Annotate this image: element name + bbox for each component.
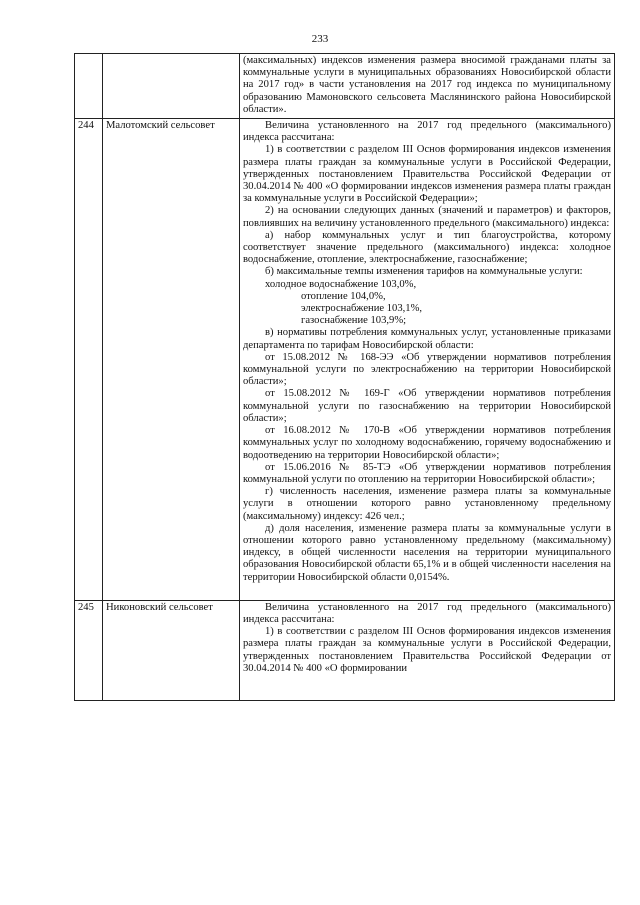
paragraph: 1) в соответствии с разделом III Основ формирования индексов изменения размера платы граждан за коммунальные услуги в Российской Федерации, утвержденных постановлением Правительства Российской Федерации от 30.04.2014 № 400 «О формировании [243, 626, 611, 674]
paragraph: от 15.06.2016 № 85-ТЭ «Об утверждении нормативов потребления коммунальной услуги по отоплению на территории Новосибирской области»; [243, 461, 611, 485]
table-row [75, 119, 615, 601]
table-row [75, 600, 615, 700]
document-table [74, 53, 615, 701]
paragraph: от 15.08.2012 № 168-ЭЭ «Об утверждении нормативов потребления коммунальной услуги по электроснабжению на территории Новосибирской области»; [243, 351, 611, 388]
description-cell [240, 119, 615, 601]
tariff-line: электроснабжение 103,1%, [301, 303, 423, 315]
paragraph: от 15.08.2012 № 169-Г «Об утверждении нормативов потребления коммунальной услуги по газоснабжению на территории Новосибирской области»; [243, 388, 611, 424]
row-number-cell: 244 [75, 119, 103, 601]
table-row [75, 54, 615, 119]
page-number: 233 [311, 33, 329, 45]
description-cell [240, 54, 615, 119]
paragraph: а) набор коммунальных услуг и тип благоустройства, которому соответствует значение предельного (максимального) индекса: холодное водоснабжение, отопление, электроснабжение, газоснабжение; [243, 229, 611, 266]
tariff-line: отопление 104,0%, [301, 290, 386, 302]
description-cell [240, 600, 615, 700]
paragraph: 2) на основании следующих данных (значений и параметров) и факторов, повлиявших на величину установленного предельного (максимального) индекса: [243, 205, 611, 229]
municipality-name-cell: Малотомский сельсовет [103, 119, 240, 601]
paragraph: Величина установленного на 2017 год предельного (максимального) индекса рассчитана: [243, 120, 611, 144]
municipality-name-cell: Никоновский сельсовет [103, 600, 240, 700]
paragraph: (максимальных) индексов изменения размера вносимой гражданами платы за коммунальные услуги в муниципальных образованиях Новосибирской области на 2017 год» в части установления на 2017 год индекса по муниципальному образованию Мамоновского сельсовета Маслянинского района Новосибирской области». [243, 55, 611, 115]
row-number-cell: 245 [75, 600, 103, 700]
paragraph: 1) в соответствии с разделом III Основ формирования индексов изменения размера платы граждан за коммунальные услуги в Российской Федерации, утвержденных постановлением Правительства Российской Федерации от 30.04.2014 № 400 «О формировании индексов изменения размера платы граждан за коммунальные услуги в Российской Федерации»; [243, 144, 611, 205]
paragraph: в) нормативы потребления коммунальных услуг, установленные приказами департамента по тарифам Новосибирской области: [243, 327, 611, 351]
paragraph: от 16.08.2012 № 170-В «Об утверждении нормативов потребления коммунальных услуг по холодному водоснабжению, горячему водоснабжению и водоотведению на территории Новосибирской области»; [243, 425, 611, 461]
paragraph: д) доля населения, изменение размера платы за коммунальные услуги в отношении которого равно установленному предельному (максимальному) индексу, в общей численности населения на территории муниципального образования Новосибирской области 65,1% и в общей численности населения на территории Новосибирской области 0,0154%. [243, 522, 611, 583]
tariff-line: газоснабжение 103,9%; [301, 315, 407, 327]
paragraph: г) численность населения, изменение размера платы за коммунальные услуги в отношении которого равно установленному предельному (максимальному) индексу: 426 чел.; [243, 486, 611, 522]
paragraph: Величина установленного на 2017 год предельного (максимального) индекса рассчитана: [243, 601, 611, 625]
paragraph: б) максимальные темпы изменения тарифов на коммунальные услуги: [265, 266, 583, 278]
tariff-line: холодное водоснабжение 103,0%, [265, 278, 417, 290]
blank-spacer [243, 584, 611, 598]
municipality-name-cell [103, 54, 240, 119]
row-number-cell [75, 54, 103, 119]
